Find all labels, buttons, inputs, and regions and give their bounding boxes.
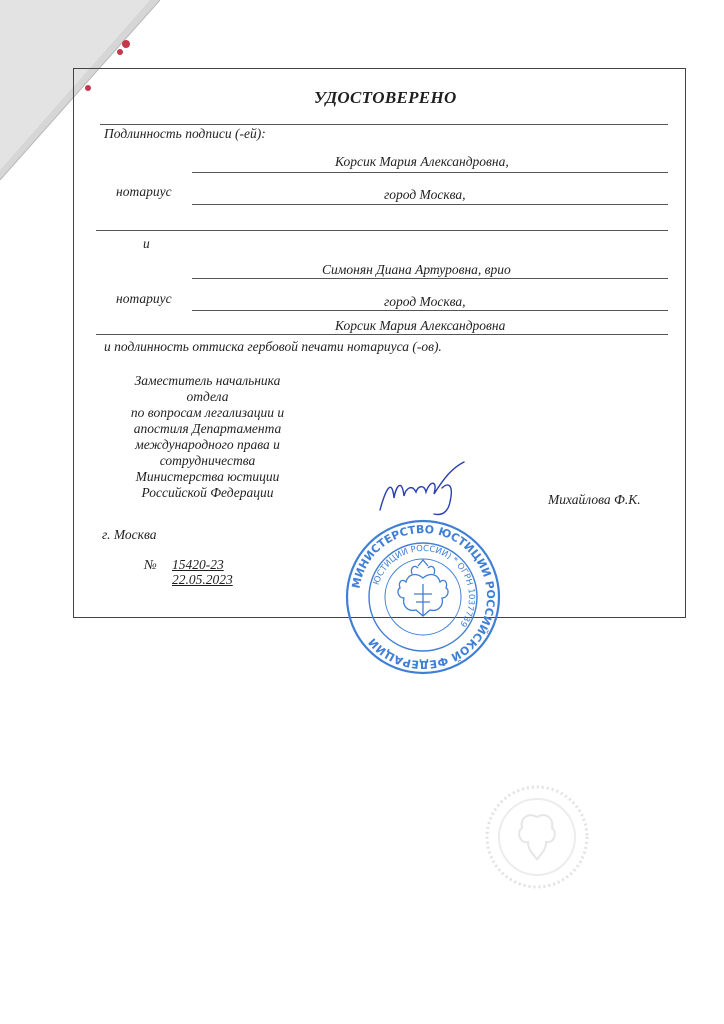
and-word: и bbox=[143, 236, 150, 251]
signature-authenticity-label: Подлинность подписи (-ей): bbox=[104, 126, 266, 141]
divider-line bbox=[100, 124, 668, 125]
official-title-line: сотрудничества bbox=[159, 453, 256, 468]
official-title-line: по вопросам легализации и bbox=[130, 405, 285, 420]
city-place: г. Москва bbox=[102, 527, 157, 542]
notary-label-2: нотариус bbox=[116, 291, 172, 306]
number-sign: № bbox=[144, 557, 157, 572]
notary2-name-line bbox=[192, 278, 668, 279]
notary2-name: Симонян Диана Артуровна, врио bbox=[322, 262, 511, 277]
city-2: город Москва, bbox=[384, 294, 466, 309]
svg-text:ЮСТИЦИИ РОССИИ) * ОГРН 1037739: ЮСТИЦИИ РОССИИ) * ОГРН 1037739 bbox=[371, 543, 477, 629]
acting-for-notary: Корсик Мария Александровна bbox=[335, 318, 506, 333]
embossed-seal-faint bbox=[482, 782, 592, 892]
official-title-line: Заместитель начальника bbox=[134, 373, 281, 388]
registration-number: 15420-23 bbox=[172, 557, 224, 572]
signatory-name: Михайлова Ф.К. bbox=[548, 492, 641, 507]
notary1-name: Корсик Мария Александровна, bbox=[335, 154, 509, 169]
divider-line bbox=[96, 334, 668, 335]
notary-label-1: нотариус bbox=[116, 184, 172, 199]
seal-authenticity-text: и подлинность оттиска гербовой печати нотариуса (-ов). bbox=[104, 339, 442, 354]
registration-date: 22.05.2023 bbox=[172, 572, 233, 587]
certificate-title: УДОСТОВЕРЕНО bbox=[314, 88, 457, 107]
divider-line bbox=[96, 230, 668, 231]
svg-text:МИНИСТЕРСТВО ЮСТИЦИИ РОССИЙСКО: МИНИСТЕРСТВО ЮСТИЦИИ РОССИЙСКОЙ ФЕДЕРАЦИИ bbox=[349, 522, 498, 672]
city-2-line bbox=[192, 310, 668, 311]
official-title-line: отдела bbox=[186, 389, 229, 404]
city-1-line bbox=[192, 204, 668, 205]
handwritten-signature bbox=[372, 458, 472, 520]
ministry-seal-stamp bbox=[342, 516, 504, 678]
official-title-block bbox=[100, 373, 315, 501]
official-title-line: международного права и bbox=[135, 437, 280, 452]
official-title-line: Российской Федерации bbox=[141, 485, 274, 500]
city-1: город Москва, bbox=[384, 187, 466, 202]
official-title-line: апостиля Департамента bbox=[133, 421, 282, 436]
notary1-name-line bbox=[192, 172, 668, 173]
official-title-line: Министерства юстиции bbox=[135, 469, 280, 484]
